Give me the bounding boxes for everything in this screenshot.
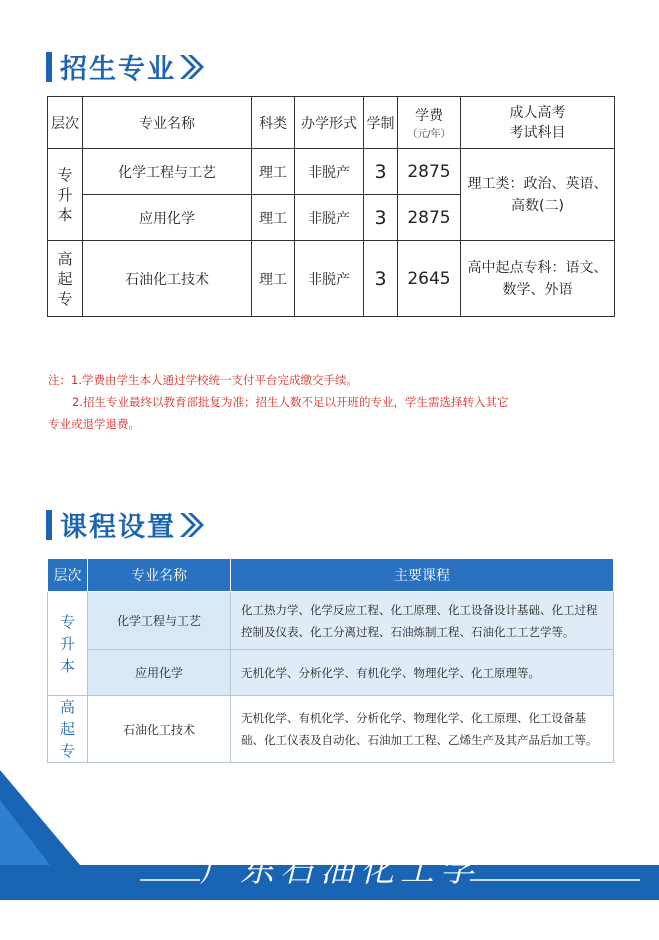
header-courses: 主要课程 [231, 559, 614, 592]
fee-cell: 2875 [398, 149, 461, 195]
major-cell: 石油化工技术 [88, 696, 231, 763]
notes-block [48, 369, 628, 435]
level-cell: 高 起 专 [48, 241, 83, 317]
header-category: 科类 [252, 97, 295, 149]
form-cell: 非脱产 [295, 149, 364, 195]
form-cell: 非脱产 [295, 241, 364, 317]
major-cell: 应用化学 [83, 195, 252, 241]
table-row [48, 650, 614, 696]
section-title-text: 课程设置 [60, 512, 176, 543]
header-fee-label: 学费 [415, 108, 443, 124]
table-row [48, 592, 614, 650]
major-cell: 石油化工技术 [83, 241, 252, 317]
section-title-text: 招生专业 [60, 54, 176, 85]
form-cell: 非脱产 [295, 195, 364, 241]
title-bar-decoration [46, 510, 52, 540]
header-fee-unit: （元/年） [407, 129, 451, 140]
school-name-logo: 广东石油化工学院 [200, 850, 480, 939]
courses-cell: 无机化学、有机化学、分析化学、物理化学、化工原理、化工设备基础、化工仪表及自动化、石油加工工程、乙烯生产及其产品后加工等。 [231, 696, 614, 763]
years-cell: 3 [364, 149, 398, 195]
years-cell: 3 [364, 195, 398, 241]
note-line: 2.招生专业最终以教育部批复为准；招生人数不足以开班的专业，学生需选择转入其它 [72, 395, 509, 409]
arrow-right-icon [180, 53, 204, 81]
table-header-row [48, 97, 615, 149]
header-years: 学制 [364, 97, 398, 149]
section-title-courses [46, 505, 204, 544]
exam-cell: 理工类：政治、英语、 高数(二) [461, 149, 615, 241]
fee-cell: 2645 [398, 241, 461, 317]
level-cell: 专 升 本 [48, 592, 88, 696]
exam-cell: 高中起点专科：语文、 数学、外语 [461, 241, 615, 317]
table-row [48, 241, 615, 317]
category-cell: 理工 [252, 195, 295, 241]
header-level: 层次 [48, 97, 83, 149]
majors-table [47, 96, 615, 317]
level-cell: 专 升 本 [48, 149, 83, 241]
level-cell: 高 起 专 [48, 696, 88, 763]
header-major: 专业名称 [88, 559, 231, 592]
note-line: 专业或退学退费。 [48, 417, 140, 431]
header-level: 层次 [48, 559, 88, 592]
courses-cell: 化工热力学、化学反应工程、化工原理、化工设备设计基础、化工过程控制及仪表、化工分离过程、石油炼制工程、石油化工工艺学等。 [231, 592, 614, 650]
major-cell: 应用化学 [88, 650, 231, 696]
category-cell: 理工 [252, 241, 295, 317]
header-exam: 成人高考 考试科目 [461, 97, 615, 149]
note-line: 注：1.学费由学生本人通过学校统一支付平台完成缴交手续。 [48, 373, 358, 387]
courses-cell: 无机化学、分析化学、有机化学、物理化学、化工原理等。 [231, 650, 614, 696]
header-form: 办学形式 [295, 97, 364, 149]
courses-table [47, 558, 614, 763]
major-cell: 化学工程与工艺 [88, 592, 231, 650]
title-bar-decoration [46, 52, 52, 82]
table-row [48, 696, 614, 763]
fee-cell: 2875 [398, 195, 461, 241]
table-row [48, 149, 615, 195]
arrow-right-icon [180, 511, 204, 539]
header-major: 专业名称 [83, 97, 252, 149]
section-title-majors [46, 47, 204, 86]
major-cell: 化学工程与工艺 [83, 149, 252, 195]
header-fee [398, 97, 461, 149]
category-cell: 理工 [252, 149, 295, 195]
years-cell: 3 [364, 241, 398, 317]
table-header-row [48, 559, 614, 592]
